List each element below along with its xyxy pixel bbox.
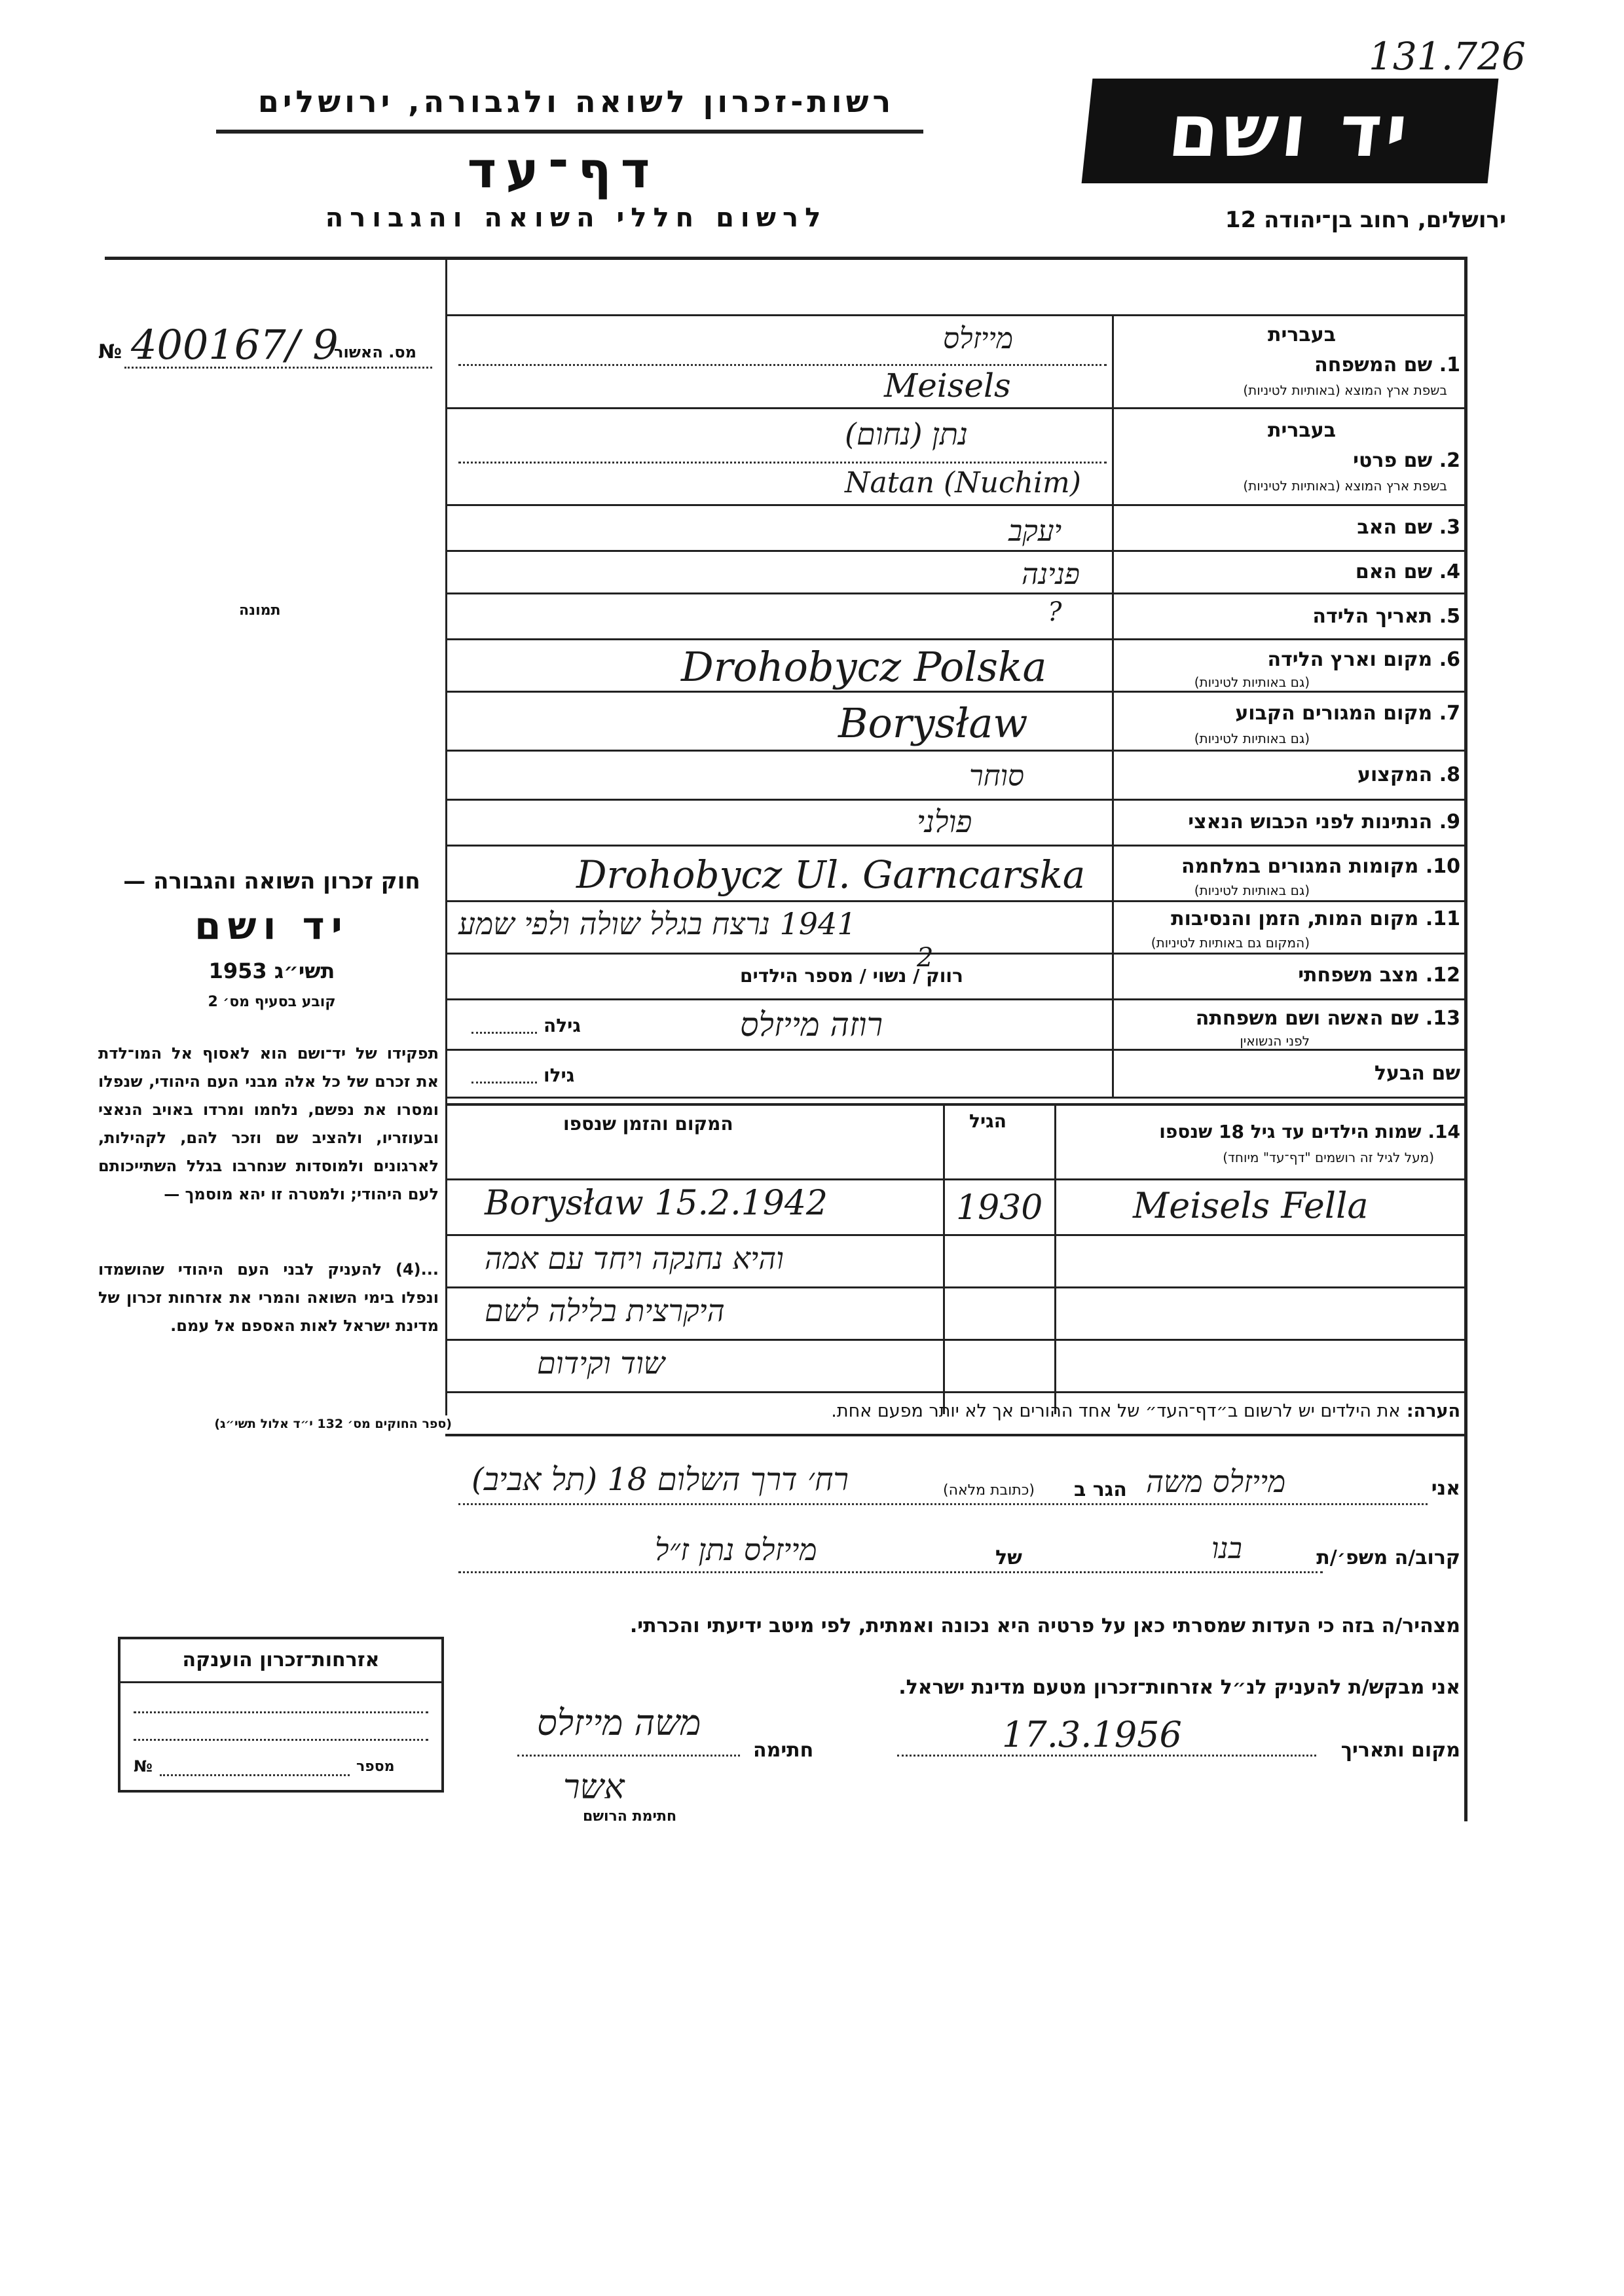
field-1-sub: בשפת ארץ המוצא (באותיות לטיניות) <box>1243 382 1447 398</box>
field-9-number: 9. <box>1439 811 1460 833</box>
declaration-request: אני מבקש/ת להעניק לנ״ל אזרחות־זכרון מטעם מדינת ישראל. <box>898 1676 1460 1699</box>
children-title-text: שמות הילדים עד גיל 18 שנספו <box>1159 1121 1422 1142</box>
field-8-label-text: המקצוע <box>1357 763 1433 786</box>
field-12-number: 12. <box>1425 964 1460 987</box>
row-line-1 <box>445 407 1466 409</box>
address-label: (כתובת מלאה) <box>943 1482 1035 1499</box>
citizenship-line-2 <box>134 1739 428 1741</box>
field-13-value[interactable]: רוזה מייזלס <box>740 1006 883 1044</box>
note-label: הערה: <box>1406 1401 1460 1421</box>
field-9-label <box>1188 811 1460 833</box>
approval-line <box>124 367 432 369</box>
children-sub: (מעל לגיל זה רושמים "דף־עד" מיוחד) <box>1223 1150 1434 1165</box>
field-9-value[interactable]: פולני <box>917 804 972 839</box>
date-value[interactable]: 17.3.1956 <box>1002 1714 1182 1755</box>
field-10-value[interactable]: Drohobycz Ul. Garncarska <box>576 852 1086 897</box>
row-line-9 <box>445 845 1466 847</box>
law-name: יד ושם <box>194 903 349 948</box>
field-11-label-text: מקום המות, הזמן והנסיבות <box>1171 907 1419 930</box>
registrar-label: חתימת הרושם <box>583 1808 677 1825</box>
field-6-value[interactable]: Drohobycz Polska <box>681 643 1047 691</box>
field-2-value-latin[interactable]: Natan (Nuchim) <box>845 466 1081 500</box>
field-11-sub: (המקום גם באותיות לטיניות) <box>1151 935 1310 951</box>
form-right-border <box>1464 257 1467 1821</box>
field-3-label <box>1357 516 1460 539</box>
declaration-line-1 <box>1431 1477 1460 1500</box>
photo-label: תמונה <box>239 602 281 619</box>
i-label: אני <box>1431 1477 1460 1500</box>
field-2-value-hebrew[interactable]: נתן (נחום) <box>845 416 968 452</box>
field-1-number: 1. <box>1439 354 1460 376</box>
field-1-value-hebrew[interactable]: מייזלס <box>943 322 1014 355</box>
children-age-header: הגיל <box>969 1110 1006 1132</box>
field-1-hebrew-tag: בעברית <box>1268 323 1336 346</box>
row-line-3 <box>445 550 1466 552</box>
field-4-label-text: שם האם <box>1355 560 1433 583</box>
child-row-3-place[interactable]: היקרצית בלילה לשם <box>485 1293 725 1328</box>
row-line-6 <box>445 691 1466 693</box>
field-4-number: 4. <box>1439 560 1460 583</box>
date-line <box>897 1755 1316 1757</box>
yad-vashem-logo <box>1082 79 1499 183</box>
declarant-name[interactable]: מייזלס משה <box>1146 1464 1286 1499</box>
child-1-name[interactable]: Meisels Fella <box>1133 1185 1369 1226</box>
wife-age-label: גילה <box>544 1015 581 1036</box>
declaration-line-2-dots <box>458 1571 1323 1573</box>
field-12-label-text: מצב משפחתי <box>1298 964 1419 987</box>
husband-age-label: גילו <box>544 1065 575 1086</box>
husband-label: שם הבעל <box>1374 1062 1460 1085</box>
child-row-4-place[interactable]: שוד וקידום <box>537 1345 665 1381</box>
main-left-border <box>445 257 447 1415</box>
children-title <box>1159 1121 1460 1142</box>
law-clause-4: ...(4) להעניק לבני העם היהודי שהושמדו ונפלו בימי השואה והמרי את אזרחות זכרון של מדינת ישראל לאות האספם אל עמם. <box>98 1260 439 1335</box>
children-row-line-3 <box>445 1339 1466 1341</box>
form-top-border <box>105 257 1467 260</box>
note-text: את הילדים יש לרשום ב״דף־העד״ של אחד ההורים אך לא יותר מפעם אחת. <box>831 1401 1401 1421</box>
children-row-line-1 <box>445 1234 1466 1236</box>
children-number: 14. <box>1428 1121 1460 1142</box>
field-8-value[interactable]: סוחר <box>969 759 1024 793</box>
field-10-label <box>1181 855 1460 878</box>
declaration-line-1-dots <box>458 1503 1428 1505</box>
of-label: של <box>995 1546 1022 1569</box>
field-7-sub: (גם באותיות לטיניות) <box>1194 731 1310 746</box>
field-10-sub: (גם באותיות לטיניות) <box>1194 883 1310 898</box>
law-title: חוק זכרון השואה והגבורה — <box>123 868 420 894</box>
declaration-statement: מצהיר/ה בזה כי העדות שמסרתי כאן על פרטיה היא נכונה ואמתית, לפי מיטב ידיעתי והכרתי. <box>629 1614 1460 1637</box>
field-5-label-text: תאריך הלידה <box>1312 605 1433 628</box>
row-line-10 <box>445 900 1466 902</box>
row-line-5 <box>445 638 1466 640</box>
row-line-13 <box>445 1049 1466 1051</box>
children-col-2 <box>1054 1103 1056 1414</box>
field-7-value[interactable]: Borysław <box>838 699 1028 747</box>
wife-age-line <box>471 1032 537 1034</box>
field-2-sub: בשפת ארץ המוצא (באותיות לטיניות) <box>1243 478 1447 494</box>
form-title: דף־עד <box>467 141 659 199</box>
relative-label: קרוב/ה משפ׳/ת <box>1316 1546 1460 1569</box>
children-header-line <box>445 1178 1466 1180</box>
citizenship-box-divider <box>120 1681 441 1683</box>
field-8-label <box>1357 763 1460 786</box>
field-1-label <box>1314 354 1460 376</box>
field-2-label-text: שם פרטי <box>1353 449 1433 472</box>
citizenship-number-line <box>160 1774 350 1776</box>
approval-no-label: № <box>98 340 122 363</box>
children-row-line-2 <box>445 1286 1466 1288</box>
field-10-label-text: מקומות המגורים במלחמה <box>1181 855 1419 878</box>
address: ירושלים, רחוב בן־יהודה 12 <box>1225 207 1506 233</box>
field-13-label <box>1196 1007 1460 1030</box>
field-6-number: 6. <box>1439 648 1460 671</box>
citizenship-number-label: מספר <box>356 1758 395 1775</box>
field-1-value-latin[interactable]: Meisels <box>884 367 1011 405</box>
citizenship-line-1 <box>134 1711 428 1713</box>
field-8-number: 8. <box>1439 763 1460 786</box>
of-value[interactable]: מייזלס נתן ז״ל <box>655 1532 817 1567</box>
children-col-1 <box>943 1103 945 1414</box>
signature-label: חתימה <box>753 1739 814 1762</box>
child-1-place[interactable]: Borysław 15.2.1942 <box>485 1184 828 1223</box>
field-6-sub: (גם באותיות לטיניות) <box>1194 674 1310 690</box>
resident-label: הגר ב <box>1074 1478 1127 1501</box>
citizenship-box-title: אזרחות־זכרון הוענקה <box>182 1649 380 1671</box>
note <box>831 1401 1460 1421</box>
children-place-header: המקום והזמן שנספו <box>563 1113 733 1135</box>
law-year: תשי״ג 1953 <box>208 958 335 983</box>
field-13-number: 13. <box>1425 1007 1460 1030</box>
law-reference: (ספר החוקים מס׳ 132 י״ד אלול תשי״ג) <box>214 1417 452 1431</box>
signature-2-value[interactable]: אשר <box>563 1768 625 1807</box>
signature-line <box>517 1755 740 1757</box>
place-date-label: מקום ותאריך <box>1340 1739 1460 1762</box>
citizenship-box <box>118 1637 444 1793</box>
field-5-value[interactable]: ? <box>1048 597 1062 627</box>
row-line-14 <box>445 1097 1466 1099</box>
field-12-value: רווק / נשוי / מספר הילדים <box>740 965 963 987</box>
field-12-children-count[interactable]: 2 <box>917 943 934 973</box>
children-top-line <box>445 1103 1466 1106</box>
field-10-number: 10. <box>1425 855 1460 878</box>
child-1-age[interactable]: 1930 <box>956 1188 1043 1228</box>
husband-age-line <box>471 1082 537 1084</box>
field-6-label-text: מקום וארץ הלידה <box>1267 648 1433 671</box>
approval-number[interactable]: 400167/ 9 <box>131 321 339 369</box>
field-1-latin-line <box>458 364 1107 366</box>
children-bottom-line <box>445 1391 1466 1393</box>
field-11-value[interactable]: 1941 נרצח בגלל שולה ולפי שמע <box>458 906 857 941</box>
label-column-border <box>1112 314 1114 1097</box>
row-line-2 <box>445 504 1466 506</box>
row-line-7 <box>445 750 1466 752</box>
field-9-label-text: הנתינות לפני הכבוש הנאצי <box>1188 811 1433 833</box>
row-line-8 <box>445 799 1466 801</box>
authority-title: רשות-זכרון לשואה ולגבורה, ירושלים <box>257 84 895 119</box>
form-subtitle: לרשום חללי השואה והגבורה <box>325 203 828 233</box>
field-6-label <box>1268 648 1460 671</box>
archive-number: 131.726 <box>1369 34 1526 79</box>
field-3-label-text: שם האב <box>1357 516 1433 539</box>
field-7-label <box>1235 702 1460 725</box>
field-1-label-text: שם המשפחה <box>1314 354 1433 376</box>
signature-value[interactable]: משה מייזלס <box>537 1702 701 1743</box>
authority-underline <box>216 130 923 134</box>
logo-text: יד ושם <box>1164 89 1416 173</box>
field-2-number: 2. <box>1439 449 1460 472</box>
field-2-hebrew-tag: בעברית <box>1268 419 1336 442</box>
field-2-label <box>1353 449 1460 472</box>
field-4-value[interactable]: פנינה <box>1022 558 1080 591</box>
approval-label: מס. האשור <box>334 343 416 361</box>
relative-value[interactable]: בנו <box>1211 1532 1242 1565</box>
field-7-number: 7. <box>1439 702 1460 725</box>
field-11-number: 11. <box>1425 907 1460 930</box>
law-body: תפקידו של יד־ושם הוא לאסוף אל המו־לדת את זכרם של כל אלה מבני העם היהודי, שנפלו ומסרו את נפשם, נלחמו ומרדו באויב הנאצי ובעוזריו, ולהציב שם וזכר להם, לקהילות, לארגונים ולמוסדות שנחרבו בגלל השתייכותם לעם היהודי; ולמטרה זו יהא מוסמך — <box>98 1044 439 1203</box>
field-2-latin-line <box>458 462 1107 464</box>
field-5-label <box>1312 605 1460 628</box>
field-4-label <box>1356 560 1460 583</box>
row-line-4 <box>445 592 1466 594</box>
field-13-sub: לפני הנשואין <box>1240 1033 1310 1049</box>
field-3-number: 3. <box>1439 516 1460 539</box>
field-11-label <box>1171 907 1460 930</box>
child-row-2-place[interactable]: והיא נחנקה ויחד עם אמה <box>485 1241 784 1276</box>
field-12-label <box>1298 964 1460 987</box>
row-line-12 <box>445 998 1466 1000</box>
field-13-label-text: שם האשה ושם משפחתה <box>1195 1007 1419 1030</box>
row-line-11 <box>445 953 1466 955</box>
citizenship-no-label: № <box>134 1757 153 1776</box>
note-bottom-line <box>445 1434 1466 1436</box>
declarant-address[interactable]: רח׳ דרך השלום 18 (תל אביב) <box>471 1461 849 1498</box>
field-3-value[interactable]: יעקב <box>1008 515 1062 548</box>
field-7-label-text: מקום המגורים הקבוע <box>1235 702 1433 725</box>
law-clause: קובע בסעיף מס׳ 2 <box>208 994 336 1010</box>
top-band-line <box>445 314 1466 316</box>
field-5-number: 5. <box>1439 605 1460 628</box>
